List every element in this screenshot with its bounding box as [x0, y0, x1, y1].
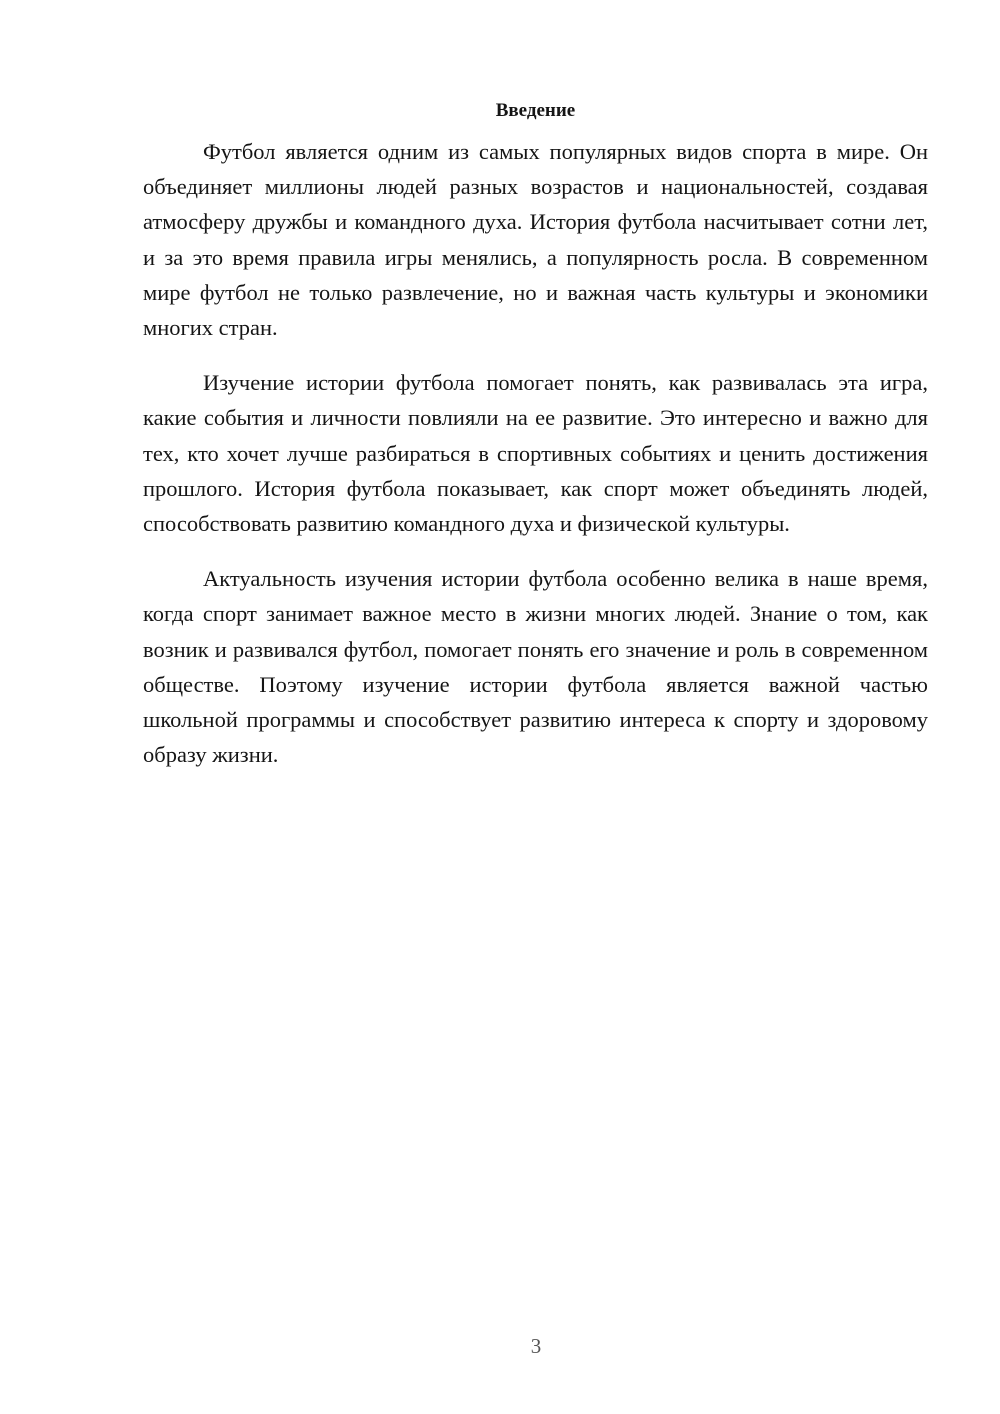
section-title: Введение [495, 100, 576, 121]
paragraph-1: Футбол является одним из самых популярных видов спорта в мире. Он объединяет миллионы людей разных возрастов и национальностей, создавая атмосферу дружбы и командного духа. История футбола насчитывает сотни лет, и за это время правила игры менялись, а популярность росла. В современном мире футбол не только развлечение, но и важная часть культуры и экономики многих стран. [143, 139, 928, 341]
paragraph-2: Изучение истории футбола помогает понять, как развивалась эта игра, какие события и личности повлияли на ее развитие. Это интересно и важно для тех, кто хочет лучше разбираться в спортивных событиях и ценить достижения прошлого. История футбола показывает, как спорт может объединять людей, способствовать развитию командного духа и физической культуры. [143, 370, 928, 537]
paragraph-3: Актуальность изучения истории футбола особенно велика в наше время, когда спорт занимает важное место в жизни многих людей. Знание о том, как возник и развивался футбол, помогает понять его значение и роль в современном обществе. Поэтому изучение истории футбола является важной частью школьной программы и способствует развитию интереса к спорту и здоровому образу жизни. [143, 566, 928, 768]
page-body [143, 96, 928, 792]
page-number: 3 [530, 1334, 542, 1358]
